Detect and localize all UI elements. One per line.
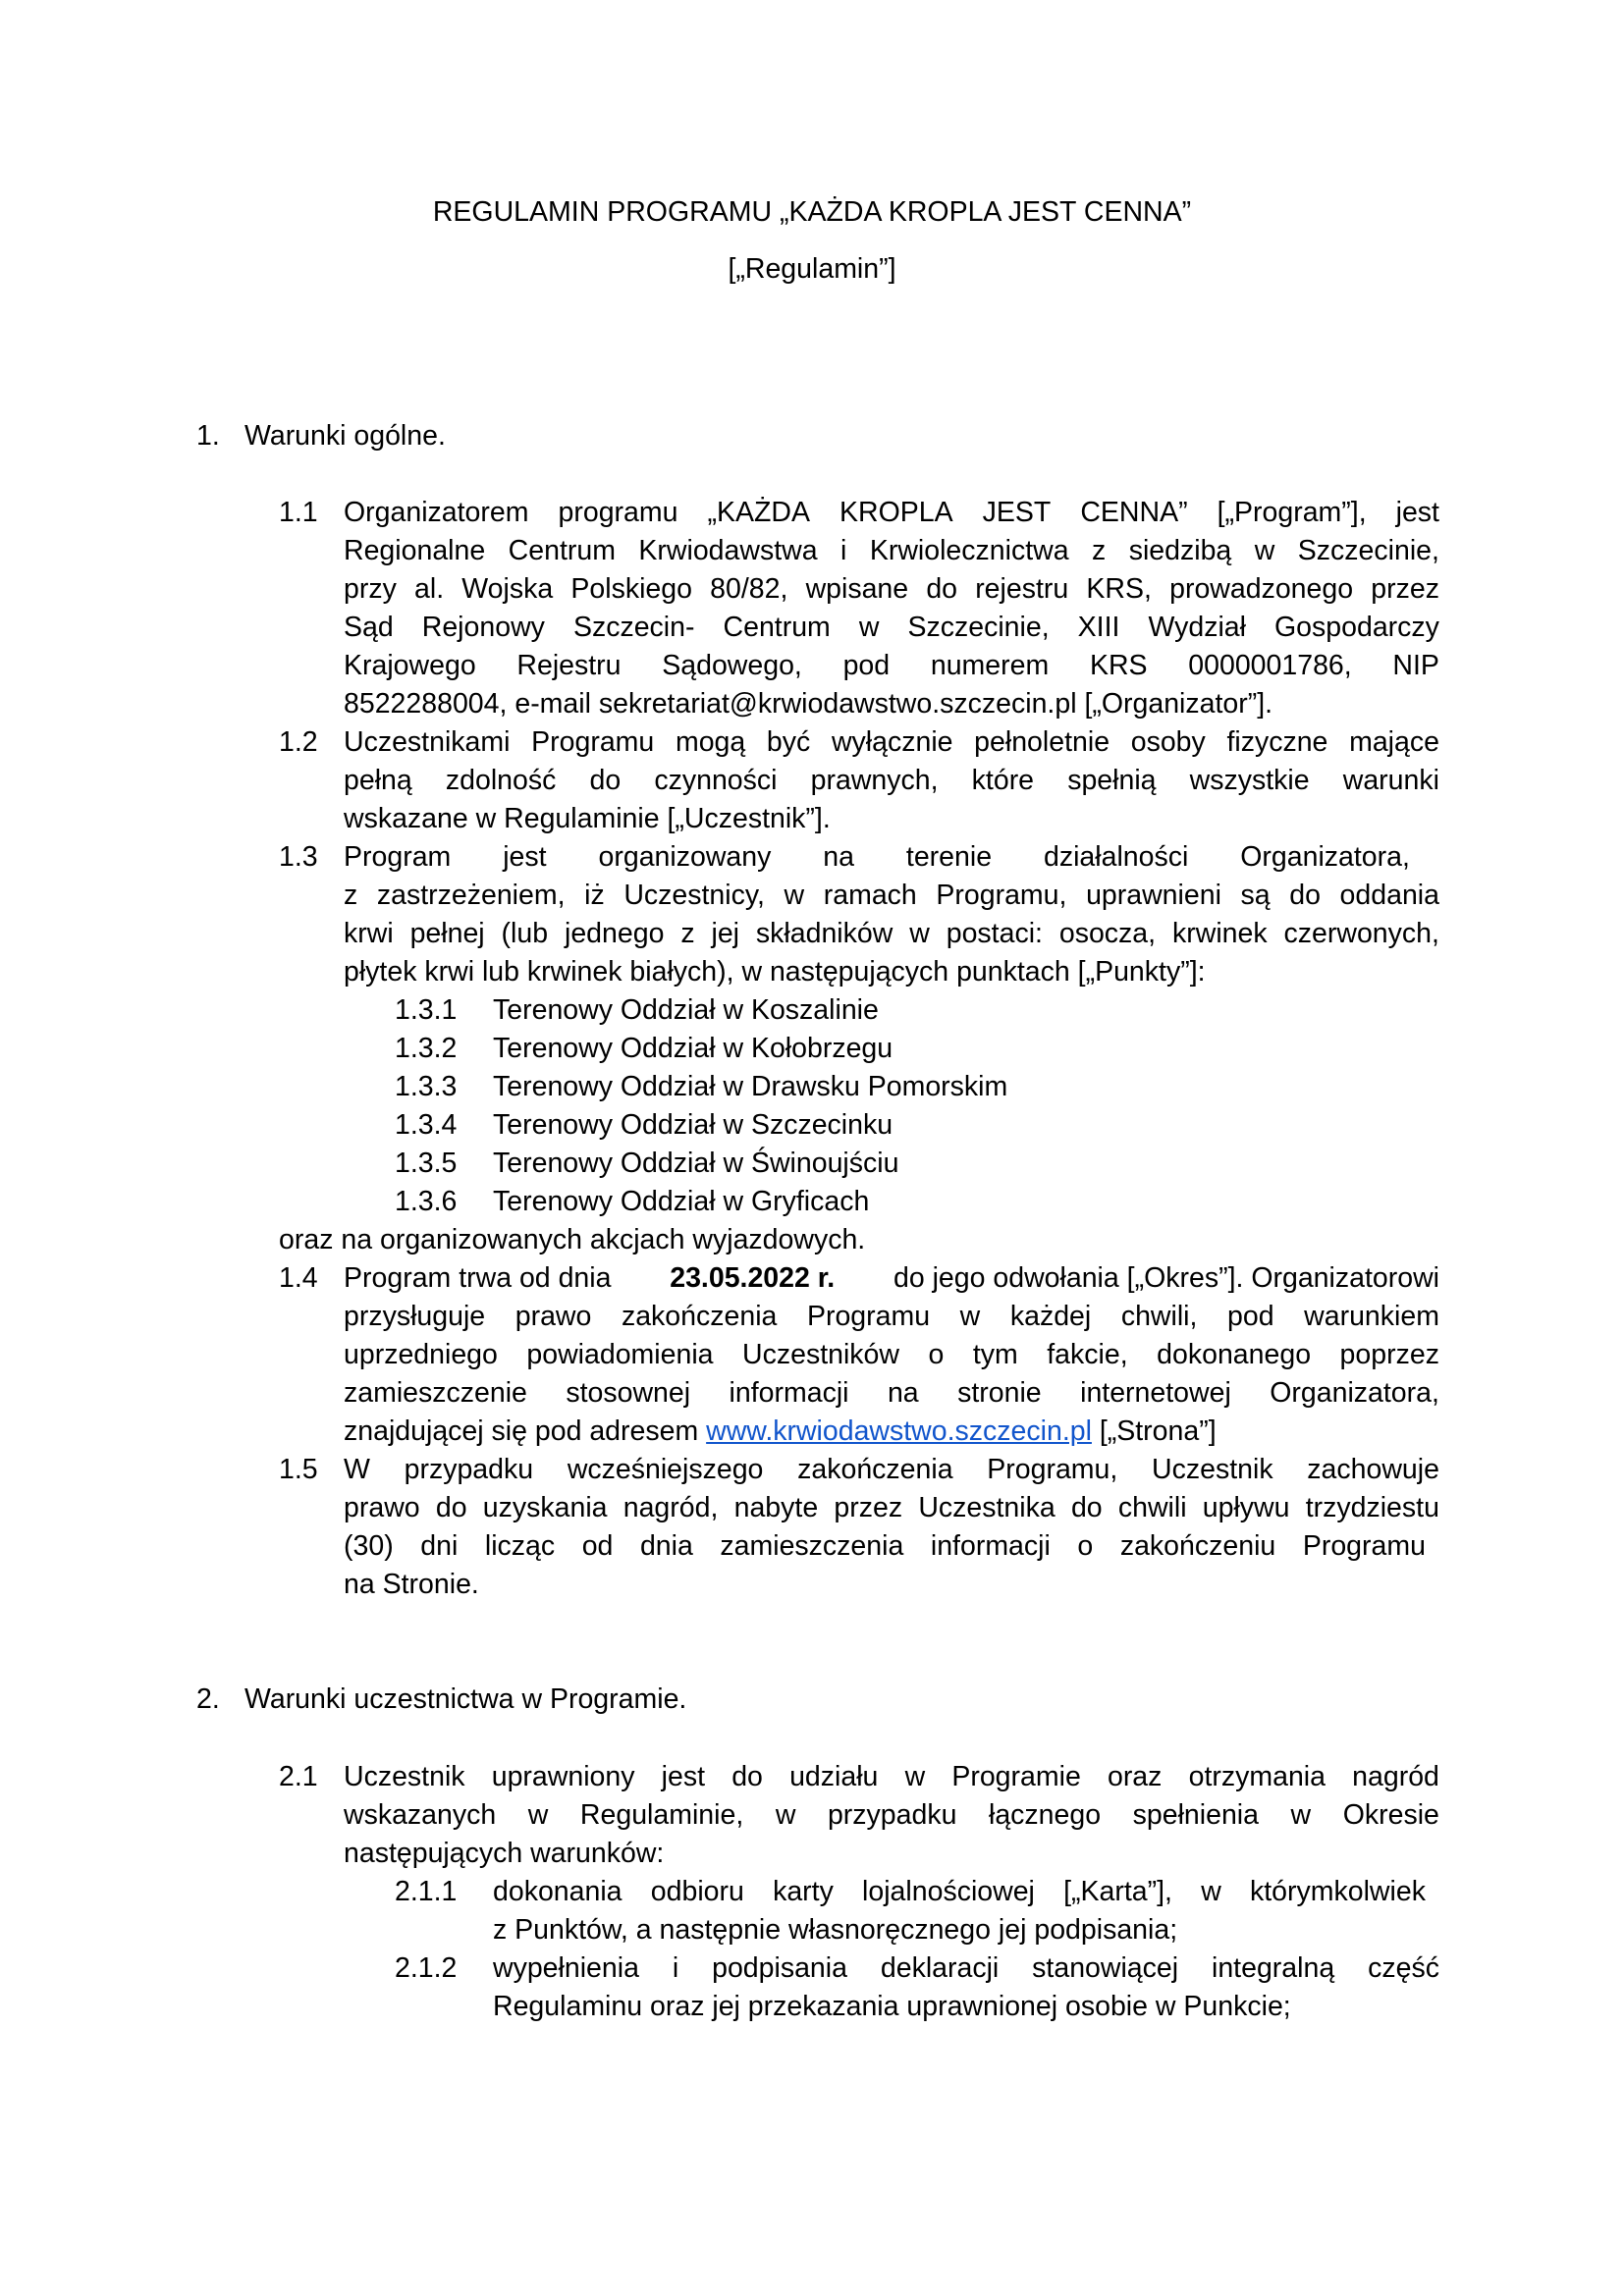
word: jej: [711, 918, 739, 949]
subitem-1-3-4-text: Terenowy Oddział w Szczecinku: [493, 1109, 893, 1141]
word: integralną: [1212, 1952, 1335, 1984]
word: i: [672, 1952, 679, 1984]
word: pod: [842, 650, 891, 681]
word: W: [344, 1454, 370, 1485]
word: dokonanego: [1157, 1339, 1312, 1370]
word: „KAŻDA: [707, 497, 810, 528]
word: do: [731, 1761, 763, 1792]
section-2-heading: Warunki uczestnictwa w Programie.: [244, 1683, 687, 1715]
word: Rejestru: [516, 650, 622, 681]
word: podpisania: [712, 1952, 847, 1984]
word: być: [766, 726, 811, 758]
paragraph-2-1-number: 2.1: [279, 1761, 318, 1792]
paragraph-1-1-number: 1.1: [279, 497, 318, 528]
subitem-2-1-2-line: [493, 1954, 1439, 1983]
word: Uczestnikami: [344, 726, 511, 758]
word: przypadku: [827, 1799, 957, 1831]
word: czynności: [654, 765, 778, 796]
word: Szczecinie,: [1297, 535, 1439, 566]
word: stronie: [957, 1377, 1042, 1409]
word: pełną: [344, 765, 412, 796]
word: wcześniejszego: [567, 1454, 764, 1485]
word: zamieszczenie: [344, 1377, 527, 1409]
word: JEST: [982, 497, 1052, 528]
word: każdej: [1009, 1301, 1092, 1332]
word: oddania: [1339, 880, 1439, 911]
word: NIP: [1392, 650, 1439, 681]
subitem-1-3-4-number: 1.3.4: [395, 1109, 458, 1141]
word: Gospodarczy: [1274, 612, 1439, 643]
word: w: [784, 880, 805, 911]
paragraph-1-5-line: [344, 1456, 1439, 1484]
word: krwi: [344, 918, 394, 949]
word: które: [971, 765, 1035, 796]
word: Programie: [951, 1761, 1081, 1792]
word: prowadzonego: [1169, 573, 1354, 605]
word: zakończeniu: [1119, 1530, 1276, 1562]
word: warunki: [1342, 765, 1439, 796]
word: Krwiodawstwa: [638, 535, 818, 566]
paragraph-1-4-text-a: Program trwa od dnia: [344, 1262, 612, 1294]
word: licząc: [484, 1530, 556, 1562]
word: informacji: [930, 1530, 1051, 1562]
subitem-1-3-6-text: Terenowy Oddział w Gryficach: [493, 1186, 870, 1217]
word: którymkolwiek: [1250, 1876, 1426, 1907]
document-title: REGULAMIN PROGRAMU „KAŻDA KROPLA JEST CENNA”: [432, 196, 1192, 228]
word: internetowej: [1080, 1377, 1231, 1409]
paragraph-1-5-last-line: na Stronie.: [344, 1569, 479, 1600]
word: zachowuje: [1307, 1454, 1439, 1485]
paragraph-1-3-line: [344, 881, 1439, 910]
word: wszystkie: [1189, 765, 1310, 796]
word: zdolność: [445, 765, 557, 796]
word: dni: [420, 1530, 459, 1562]
paragraph-1-2-last-line: wskazane w Regulaminie [„Uczestnik”].: [344, 803, 831, 834]
section-1-number: 1.: [196, 420, 220, 452]
paragraph-1-1-line: [344, 575, 1439, 604]
word: Polskiego: [570, 573, 692, 605]
paragraph-1-1-line: [344, 614, 1439, 642]
document-subtitle: [„Regulamin”]: [728, 253, 896, 285]
paragraph-1-3-line: [344, 920, 1439, 948]
subitem-1-3-5-number: 1.3.5: [395, 1148, 458, 1179]
word: do: [589, 765, 622, 796]
word: uprzedniego: [344, 1339, 498, 1370]
word: prawnych,: [810, 765, 939, 796]
word: zastrzeżeniem,: [376, 880, 566, 911]
word: są: [1240, 880, 1271, 911]
word: odbioru: [650, 1876, 744, 1907]
word: dokonania: [493, 1876, 623, 1907]
paragraph-1-4-first-line: [344, 1264, 1439, 1293]
word: al.: [414, 573, 445, 605]
subitem-2-1-1-number: 2.1.1: [395, 1876, 458, 1907]
word: poprzez: [1339, 1339, 1439, 1370]
paragraph-1-5-number: 1.5: [279, 1454, 318, 1485]
subitem-1-3-1-text: Terenowy Oddział w Koszalinie: [493, 994, 879, 1026]
word: Uczestników: [742, 1339, 899, 1370]
subitem-1-3-6-number: 1.3.6: [395, 1186, 458, 1217]
word: spełnią: [1067, 765, 1157, 796]
word: warunkiem: [1304, 1301, 1439, 1332]
word: postaci:: [946, 918, 1043, 949]
word: XIII: [1077, 612, 1120, 643]
paragraph-1-5-line: [344, 1532, 1426, 1561]
word: w: [527, 1799, 549, 1831]
word: chwili: [1117, 1492, 1187, 1523]
word: Wojska: [461, 573, 554, 605]
word: do: [926, 573, 958, 605]
word: w: [959, 1301, 981, 1332]
word: CENNA”: [1080, 497, 1188, 528]
word: w: [775, 1799, 796, 1831]
subitem-1-3-1-number: 1.3.1: [395, 994, 458, 1026]
word: krwinek: [1172, 918, 1268, 949]
word: łącznego: [989, 1799, 1102, 1831]
section-2-number: 2.: [196, 1683, 220, 1715]
word: mające: [1349, 726, 1439, 758]
word: fizyczne: [1226, 726, 1328, 758]
word: KRS: [1089, 650, 1148, 681]
word: upływu: [1202, 1492, 1290, 1523]
word: pod: [1227, 1301, 1274, 1332]
word: do: [1070, 1492, 1103, 1523]
word: Programu: [531, 726, 655, 758]
subitem-1-3-3-text: Terenowy Oddział w Drawsku Pomorskim: [493, 1071, 1008, 1102]
word: Szczecinie,: [907, 612, 1050, 643]
word: [„Program”],: [1217, 497, 1367, 528]
word: terenie: [905, 841, 993, 873]
word: (30): [344, 1530, 394, 1562]
word: składników: [755, 918, 893, 949]
word: KRS,: [1086, 573, 1152, 605]
word: prawo: [344, 1492, 420, 1523]
website-link[interactable]: www.krwiodawstwo.szczecin.pl: [706, 1415, 1092, 1447]
word: siedzibą: [1128, 535, 1232, 566]
paragraph-1-1-line: [344, 499, 1439, 527]
word: do: [1289, 880, 1321, 911]
word: uzyskania: [482, 1492, 608, 1523]
word: pełnej: [409, 918, 485, 949]
word: od: [581, 1530, 614, 1562]
word: trzydziestu: [1305, 1492, 1439, 1523]
paragraph-1-1-line: [344, 652, 1439, 680]
paragraph-1-4-last-text-b: [„Strona”]: [1099, 1415, 1217, 1447]
word: Programu,: [987, 1454, 1118, 1485]
subitem-2-1-1-last-line: z Punktów, a następnie własnoręcznego jej podpisania;: [493, 1914, 1178, 1946]
word: tym: [972, 1339, 1018, 1370]
word: Programu,: [936, 880, 1067, 911]
word: w: [1201, 1876, 1221, 1907]
word: powiadomienia: [526, 1339, 714, 1370]
word: przysługuje: [344, 1301, 486, 1332]
word: na: [887, 1377, 919, 1409]
word: w: [909, 918, 930, 949]
paragraph-1-4-number: 1.4: [279, 1262, 318, 1294]
word: organizowany: [598, 841, 772, 873]
word: Centrum: [723, 612, 831, 643]
section-1-heading: Warunki ogólne.: [244, 420, 446, 452]
word: osocza,: [1058, 918, 1157, 949]
word: wypełnienia: [493, 1952, 639, 1984]
word: Sądowego,: [662, 650, 802, 681]
subitem-1-3-3-number: 1.3.3: [395, 1071, 458, 1102]
word: 0000001786,: [1188, 650, 1352, 681]
word: czerwonych,: [1283, 918, 1439, 949]
paragraph-1-1-line: [344, 537, 1439, 565]
word: jest: [1395, 497, 1439, 528]
word: o: [1077, 1530, 1094, 1562]
word: informacji: [729, 1377, 849, 1409]
paragraph-1-4-last-text-a: znajdującej się pod adresem: [344, 1415, 699, 1447]
word: Uczestnicy,: [623, 880, 765, 911]
word: 80/82,: [710, 573, 788, 605]
word: Uczestnik: [1152, 1454, 1273, 1485]
subitem-1-3-5-text: Terenowy Oddział w Świnoujściu: [493, 1148, 899, 1179]
word: uprawnieni: [1086, 880, 1221, 911]
word: z: [1092, 535, 1107, 566]
subitem-2-1-2-number: 2.1.2: [395, 1952, 458, 1984]
word: numerem: [930, 650, 1050, 681]
word: [„Karta”],: [1063, 1876, 1172, 1907]
word: w: [858, 612, 880, 643]
word: uprawniony: [491, 1761, 635, 1792]
subitem-1-3-2-text: Terenowy Oddział w Kołobrzegu: [493, 1033, 893, 1064]
paragraph-1-2-number: 1.2: [279, 726, 318, 758]
word: Szczecin-: [572, 612, 695, 643]
word: dnia: [639, 1530, 693, 1562]
word: otrzymania: [1188, 1761, 1326, 1792]
word: wpisane: [805, 573, 909, 605]
paragraph-1-2-line: [344, 767, 1439, 795]
word: programu: [558, 497, 678, 528]
word: w: [1290, 1799, 1312, 1831]
word: nabyte: [733, 1492, 819, 1523]
word: prawo: [514, 1301, 592, 1332]
word: o: [928, 1339, 945, 1370]
word: przez: [1371, 573, 1439, 605]
word: Regionalne: [344, 535, 486, 566]
paragraph-1-3-closing: oraz na organizowanych akcjach wyjazdowych.: [279, 1224, 866, 1255]
paragraph-2-1-line: [344, 1763, 1439, 1791]
word: Sąd: [344, 612, 394, 643]
word: zamieszczenia: [720, 1530, 904, 1562]
word: wskazanych: [344, 1799, 497, 1831]
word: Organizatora,: [1240, 841, 1410, 873]
word: jest: [503, 841, 547, 873]
word: i: [840, 535, 847, 566]
word: Regulaminie,: [579, 1799, 744, 1831]
word: osoby: [1130, 726, 1206, 758]
word: wyłącznie: [831, 726, 953, 758]
paragraph-1-4-line: [344, 1379, 1439, 1408]
word: Rejonowy: [421, 612, 545, 643]
word: w: [1254, 535, 1275, 566]
word: Krajowego: [344, 650, 476, 681]
paragraph-1-4-last-line: [344, 1417, 1217, 1446]
paragraph-1-2-line: [344, 728, 1439, 757]
word: przez: [834, 1492, 903, 1523]
word: Okresie: [1342, 1799, 1439, 1831]
subitem-2-1-2-last-line: Regulaminu oraz jej przekazania uprawnionej osobie w Punkcie;: [493, 1991, 1291, 2022]
paragraph-2-1-last-line: następujących warunków:: [344, 1838, 665, 1869]
paragraph-1-5-line: [344, 1494, 1439, 1522]
paragraph-1-3-number: 1.3: [279, 841, 318, 873]
paragraph-1-3-last-line: płytek krwi lub krwinek białych), w następujących punktach [„Punkty”]:: [344, 956, 1206, 988]
paragraph-1-1-last-line: 8522288004, e-mail sekretariat@krwiodawstwo.szczecin.pl [„Organizator”].: [344, 688, 1273, 720]
word: jest: [661, 1761, 706, 1792]
word: chwili,: [1120, 1301, 1198, 1332]
word: (lub: [501, 918, 549, 949]
word: Krwiolecznictwa: [869, 535, 1069, 566]
word: fakcie,: [1047, 1339, 1128, 1370]
word: do: [435, 1492, 467, 1523]
word: spełnienia: [1132, 1799, 1259, 1831]
word: działalności: [1043, 841, 1189, 873]
word: zakończenia: [621, 1301, 778, 1332]
word: Organizatora,: [1270, 1377, 1439, 1409]
word: stanowiącej: [1032, 1952, 1179, 1984]
word: pełnoletnie: [974, 726, 1110, 758]
word: udziału: [789, 1761, 879, 1792]
word: Programu: [1302, 1530, 1426, 1562]
word: nagród: [1352, 1761, 1439, 1792]
word: Program: [344, 841, 452, 873]
word: część: [1368, 1952, 1439, 1984]
word: iż: [584, 880, 605, 911]
word: Organizatorem: [344, 497, 529, 528]
paragraph-2-1-line: [344, 1801, 1439, 1830]
word: rejestru: [975, 573, 1069, 605]
subitem-1-3-2-number: 1.3.2: [395, 1033, 458, 1064]
paragraph-1-3-line: [344, 843, 1410, 872]
word: przypadku: [404, 1454, 534, 1485]
word: KROPLA: [839, 497, 953, 528]
word: nagród,: [623, 1492, 719, 1523]
word: mogą: [675, 726, 746, 758]
word: deklaracji: [880, 1952, 1000, 1984]
word: karty: [773, 1876, 834, 1907]
subitem-2-1-1-line: [493, 1878, 1426, 1906]
word: stosownej: [566, 1377, 691, 1409]
word: z: [680, 918, 695, 949]
word: przy: [344, 573, 397, 605]
word: Uczestnik: [344, 1761, 465, 1792]
word: ramach: [823, 880, 917, 911]
word: na: [823, 841, 854, 873]
paragraph-1-4-line: [344, 1303, 1439, 1331]
word: zakończenia: [797, 1454, 953, 1485]
word: lojalnościowej: [862, 1876, 1035, 1907]
word: Programu: [806, 1301, 931, 1332]
word: Centrum: [508, 535, 616, 566]
word: Wydział: [1148, 612, 1246, 643]
paragraph-1-4-line: [344, 1341, 1439, 1369]
word: w: [904, 1761, 926, 1792]
word: oraz: [1107, 1761, 1163, 1792]
word: z: [344, 880, 358, 911]
word: jednego: [564, 918, 665, 949]
paragraph-1-4-text-b: do jego odwołania [„Okres”]. Organizatorowi: [893, 1262, 1439, 1294]
program-start-date: 23.05.2022 r.: [670, 1262, 836, 1294]
word: Uczestnika: [918, 1492, 1056, 1523]
